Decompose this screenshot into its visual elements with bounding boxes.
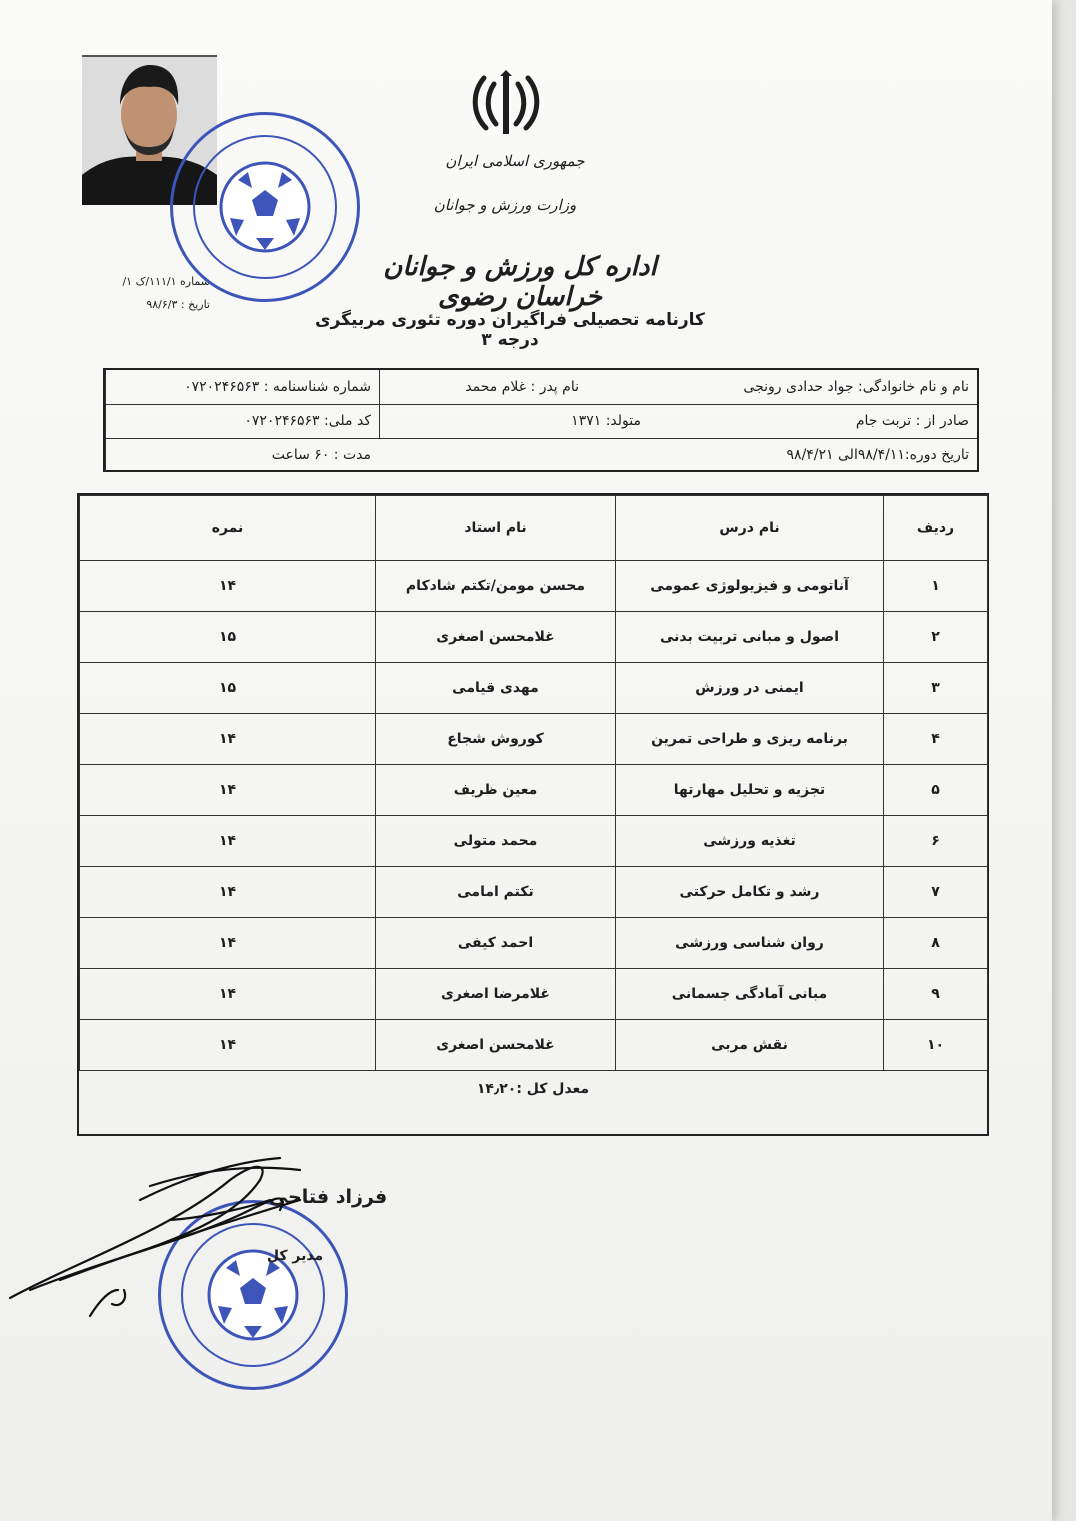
overall-average: معدل کل :۱۴٫۲۰ (476, 1081, 590, 1097)
row-number: ۱۰ (884, 1020, 988, 1071)
teacher-name: غلامرضا اصغری (376, 969, 616, 1020)
table-header-row (80, 496, 988, 561)
course-name: مبانی آمادگی جسمانی (616, 969, 884, 1020)
father-name: نام پدر : غلام محمد (379, 370, 587, 404)
republic-line: جمهوری اسلامی ایران (445, 152, 585, 170)
row-number: ۶ (884, 816, 988, 867)
table-row (80, 663, 988, 714)
grade-value: ۱۴ (80, 714, 376, 765)
course-name: ایمنی در ورزش (616, 663, 884, 714)
student-name: نام و نام خانوادگی: جواد حدادی رونجی (743, 379, 969, 395)
department-title: اداره کل ورزش و جوانان خراسان رضوی (383, 252, 657, 312)
table-row (80, 765, 988, 816)
iran-emblem-icon (470, 70, 542, 140)
header-teacher: نام استاد (376, 496, 616, 561)
row-number: ۵ (884, 765, 988, 816)
birth-year: متولد: ۱۳۷۱ (379, 404, 649, 438)
grade-value: ۱۴ (80, 867, 376, 918)
reference-number: شماره ۱۱۱/۱/ک ۱/ (122, 275, 210, 288)
course-name: آناتومی و فیزیولوژی عمومی (616, 561, 884, 612)
teacher-name: محمد متولی (376, 816, 616, 867)
grade-value: ۱۴ (80, 561, 376, 612)
course-name: رشد و تکامل حرکتی (616, 867, 884, 918)
course-name: نقش مربی (616, 1020, 884, 1071)
grade-value: ۱۴ (80, 765, 376, 816)
signatory-role: مدیر کل (266, 1248, 324, 1264)
ministry-line: وزارت ورزش و جوانان (433, 196, 577, 214)
teacher-name: معین ظریف (376, 765, 616, 816)
row-number: ۱ (884, 561, 988, 612)
course-name: برنامه ریزی و طراحی تمرین (616, 714, 884, 765)
teacher-name: تکتم امامی (376, 867, 616, 918)
course-name: روان شناسی ورزشی (616, 918, 884, 969)
grades-table-box (77, 493, 989, 1136)
reference-date: تاریخ : ۹۸/۶/۳ (146, 298, 210, 311)
table-row (80, 969, 988, 1020)
teacher-name: محسن مومن/تکتم شادکام (376, 561, 616, 612)
grade-value: ۱۵ (80, 612, 376, 663)
teacher-name: کوروش شجاع (376, 714, 616, 765)
issued-from: صادر از : تربت جام (855, 413, 969, 429)
grades-table (79, 495, 988, 1071)
teacher-name: غلامحسن اصغری (376, 612, 616, 663)
course-name: اصول و مبانی تربیت بدنی (616, 612, 884, 663)
official-stamp-top (170, 112, 360, 302)
grade-value: ۱۴ (80, 1020, 376, 1071)
grade-value: ۱۴ (80, 816, 376, 867)
table-row (80, 714, 988, 765)
table-row (80, 867, 988, 918)
header-row-number: ردیف (884, 496, 988, 561)
course-period: تاریخ دوره:۹۸/۴/۱۱الی ۹۸/۴/۲۱ (786, 447, 969, 463)
grade-value: ۱۵ (80, 663, 376, 714)
teacher-name: غلامحسن اصغری (376, 1020, 616, 1071)
table-row (80, 561, 988, 612)
row-number: ۹ (884, 969, 988, 1020)
handwritten-signature-icon (0, 1140, 420, 1320)
course-name: تغذیه ورزشی (616, 816, 884, 867)
row-number: ۴ (884, 714, 988, 765)
student-info-box (103, 368, 979, 472)
signatory-name: فرزاد فتاحی (268, 1186, 388, 1208)
header-course: نام درس (616, 496, 884, 561)
grade-value: ۱۴ (80, 969, 376, 1020)
national-code: کد ملی: ۰۷۲۰۲۴۶۵۶۳ (105, 404, 379, 438)
table-row (80, 816, 988, 867)
table-row (80, 918, 988, 969)
football-icon (218, 160, 312, 254)
header-grade: نمره (80, 496, 376, 561)
course-name: تجزیه و تحلیل مهارتها (616, 765, 884, 816)
table-row (80, 612, 988, 663)
row-number: ۲ (884, 612, 988, 663)
document-title: کارنامه تحصیلی فراگیران دوره تئوری مربیگری درجه ۳ (315, 310, 705, 350)
teacher-name: احمد کیفی (376, 918, 616, 969)
row-number: ۳ (884, 663, 988, 714)
grade-value: ۱۴ (80, 918, 376, 969)
birth-certificate-number: شماره شناسنامه : ۰۷۲۰۲۴۶۵۶۳ (105, 370, 379, 404)
teacher-name: مهدی قیامی (376, 663, 616, 714)
row-number: ۷ (884, 867, 988, 918)
course-duration: مدت : ۶۰ ساعت (105, 438, 379, 472)
row-number: ۸ (884, 918, 988, 969)
